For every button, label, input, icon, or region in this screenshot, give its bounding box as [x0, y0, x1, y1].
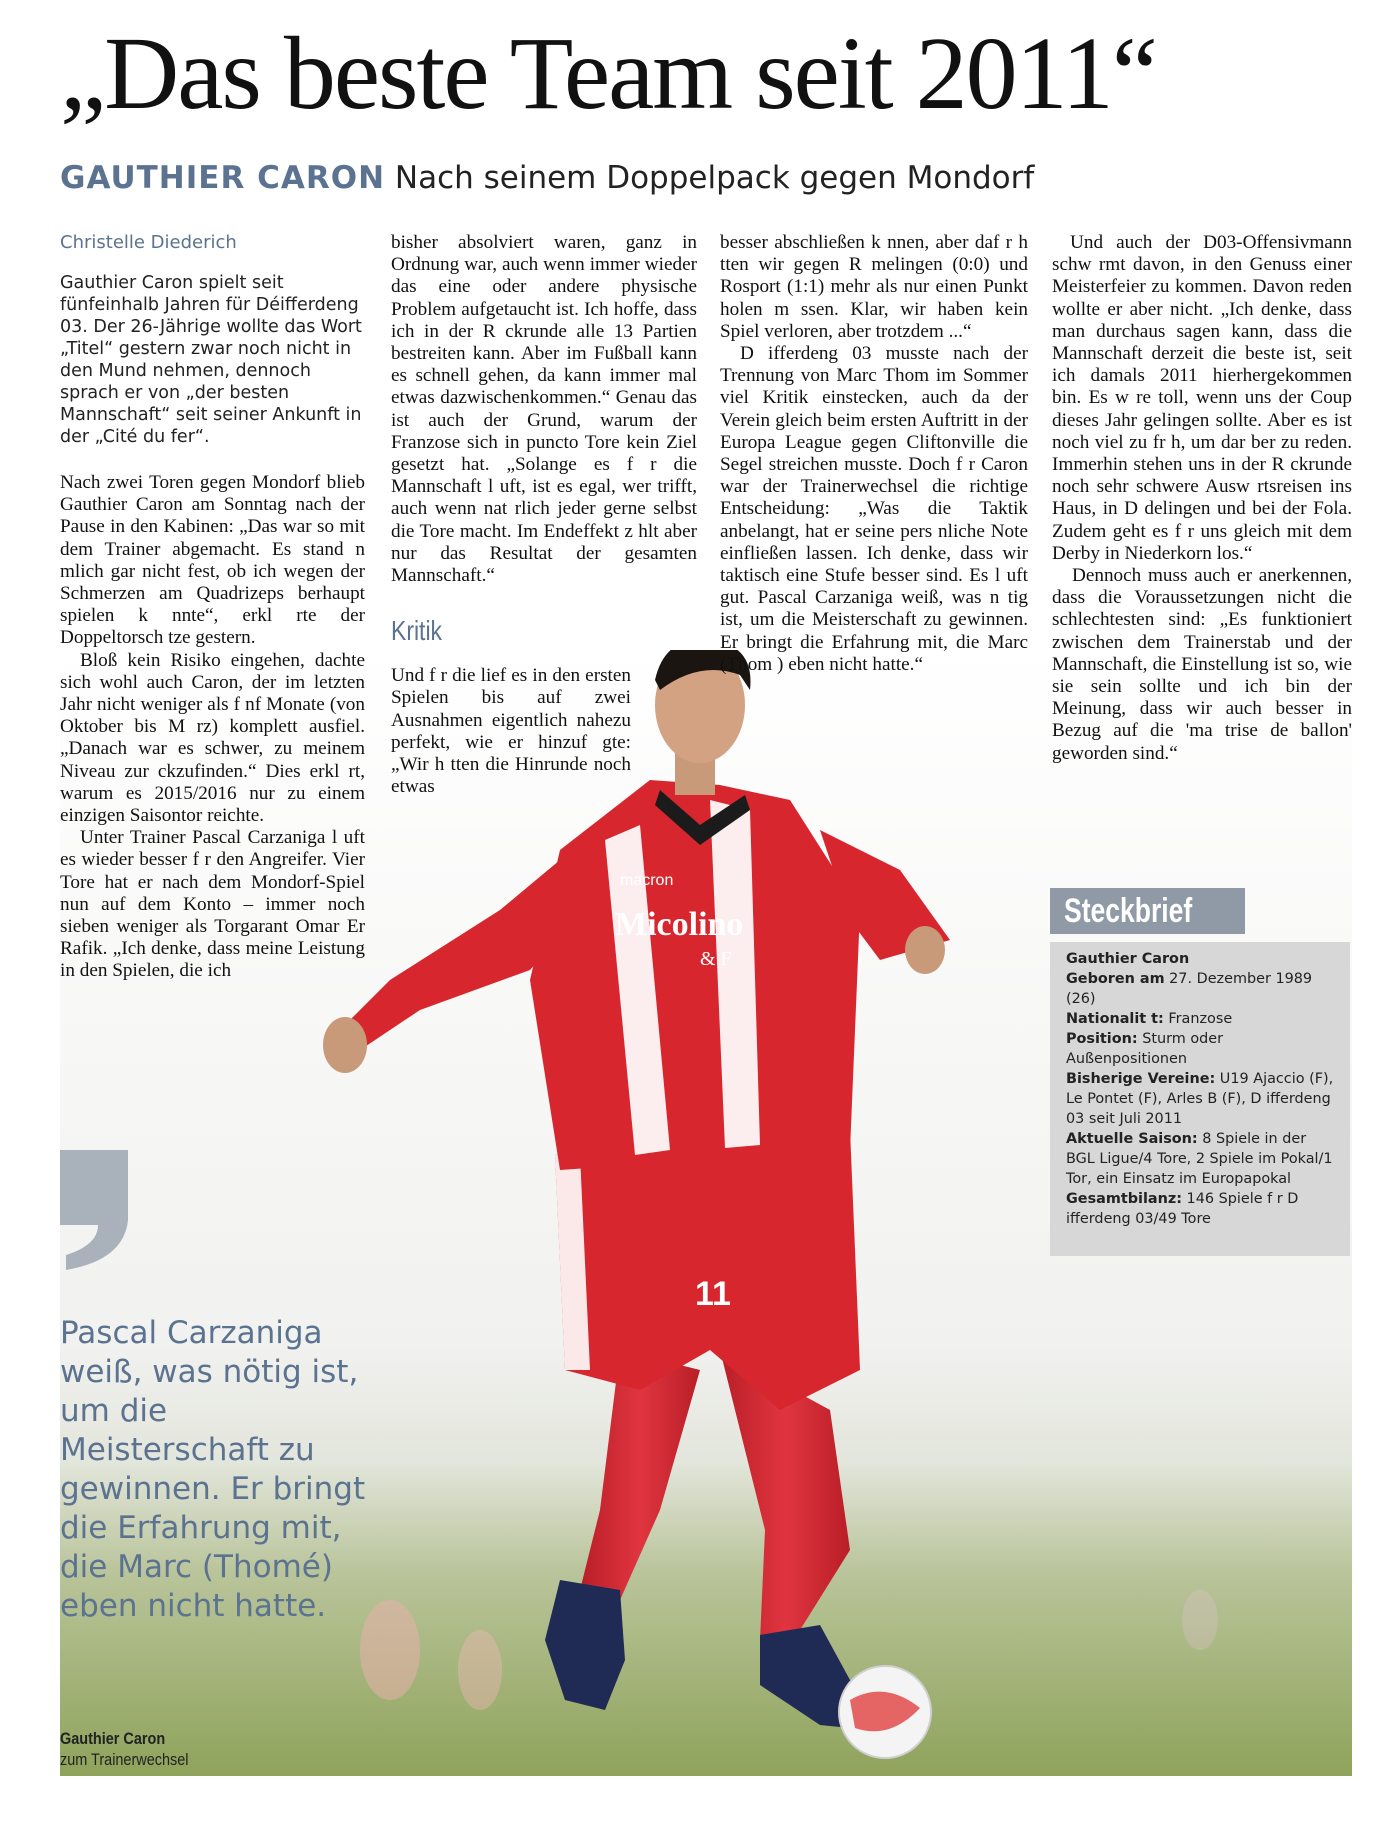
article-column-2 [391, 232, 697, 798]
steckbrief-title [1050, 888, 1245, 934]
section-subtitle: Kritik [391, 615, 443, 647]
steckbrief-row: Bisherige Vereine: U19 Ajaccio (F), Le Pontet (F), Arles B (F), D ifferdeng 03 seit Juli 2011 [1066, 1071, 1334, 1127]
subhead-text: Nach seinem Doppelpack gegen Mondorf [385, 160, 1035, 196]
article-column-3 [720, 232, 1028, 676]
body-paragraph: bisher absolviert waren, ganz in Ordnung war, auch wenn immer wieder das eine oder andere physische Problem aufgetaucht ist. Ich hoffe, dass ich in der R ckrunde alle 13 Partien bestreiten kann. Aber im Fußball kann es schnell gehen, da kann immer mal etwas dazwischenkommen.“ Genau das ist auch der Grund, warum der Franzose sich in puncto Tore kein Ziel gesetzt hat. „Solange es f r die Mannschaft l uft, ist es egal, wer trifft, auch wenn nat rlich jeder gerne selbst die Tore macht. Im Endeffekt z hlt aber nur das Resultat der gesamten Mannschaft.“ [391, 232, 697, 587]
shirt-brand: macron [620, 872, 674, 889]
steckbrief-row: Gesamtbilanz: 146 Spiele f r D ifferdeng 03/49 Tore [1066, 1191, 1299, 1227]
bg-figure [458, 1630, 502, 1710]
body-paragraph: besser abschließen k nnen, aber daf r h tten wir gegen R melingen (0:0) und Rosport (1:1) mehr als nur einen Punkt holen m ssen. Klar, wir haben kein Spiel verloren, aber trotzdem ...“ [720, 232, 1028, 342]
steckbrief-title-text: Steckbrief [1064, 892, 1193, 930]
steckbrief-box [1050, 942, 1350, 1256]
shirt-sponsor-sub: & F [700, 948, 732, 970]
player-right-hand [905, 926, 945, 974]
quote-context: zum Trainerwechsel [60, 1750, 189, 1769]
article-column-4 [1052, 232, 1352, 765]
steckbrief-row: Geboren am 27. Dezember 1989 (26) [1066, 971, 1313, 1007]
author-byline: Christelle Diederich [60, 232, 237, 253]
article-column-1 [60, 232, 365, 983]
steckbrief-row: Nationalit t: Franzose [1066, 1011, 1233, 1027]
pull-quote: Pascal Carzaniga weiß, was nötig ist, um die Meisterschaft zu gewinnen. Er bringt die Erfahrung mit, die Marc (Thomé) eben nicht hatte. [60, 1315, 366, 1624]
lead-paragraph: Gauthier Caron spielt seit fünfeinhalb Jahren für Déifferdeng 03. Der 26-Jährige wollte das Wort „Titel“ gestern zwar noch nicht in den Mund nehmen, dennoch sprach er von „der besten Mannschaft“ seit seiner Ankunft in der „Cité du fer“. [60, 273, 362, 447]
quote-author: Gauthier Caron [60, 1729, 166, 1748]
subheadline [60, 158, 1034, 198]
player-left-hand [323, 1017, 367, 1073]
pull-quote-attribution [60, 1728, 281, 1770]
shorts-number: 11 [695, 1275, 731, 1313]
body-paragraph: D ifferdeng 03 musste nach der Trennung von Marc Thom im Sommer viel Kritik einstecken, auch da der Verein gleich beim ersten Auftritt in der Europa League gegen Cliftonville die Segel streichen musste. Doch f r Caron war der Trainerwechsel die richtige Entscheidung: „Was die Taktik anbelangt, hat er seine pers nliche Note einfließen lassen. Ich denke, dass wir taktisch eine Stufe besser sind. Es l uft gut. Pascal Carzaniga weiß, was n tig ist, um die Meisterschaft zu gewinnen. Er bringt die Erfahrung mit, die Marc (Thom ) eben nicht hatte.“ [720, 343, 1028, 675]
headline: „Das beste Team seit 2011“ [60, 16, 1156, 131]
steckbrief-row: Position: Sturm oder Außenpositionen [1066, 1031, 1224, 1067]
steckbrief-row: Aktuelle Saison: 8 Spiele in der BGL Ligue/4 Tore, 2 Spiele im Pokal/1 Tor, ein Einsatz im Europapokal [1066, 1131, 1333, 1187]
body-paragraph: Und f r die lief es in den ersten Spielen bis auf zwei Ausnahmen eigentlich nahezu perfekt, wie er hinzuf gte: „Wir h tten die Hinrunde noch etwas [391, 665, 631, 798]
quote-mark-icon [58, 1150, 138, 1270]
steckbrief-name: Gauthier Caron [1066, 951, 1190, 967]
body-paragraph: Bloß kein Risiko eingehen, dachte sich wohl auch Caron, der im letzten Jahr nicht weniger als f nf Monate (von Oktober bis M rz) komplett ausfiel. „Danach war es schwer, zu meinem Niveau zur ckzufinden.“ Dies erkl rt, warum es 2015/2016 nur zu einem einzigen Saisontor reichte. [60, 649, 365, 827]
body-paragraph: Unter Trainer Pascal Carzaniga l uft es wieder besser f r den Angreifer. Vier Tore hat er nach dem Mondorf-Spiel nun auf dem Konto – immer noch sieben weniger als Torgarant Omar Er Rafik. „Ich denke, dass meine Leistung in den Spielen, die ich [60, 827, 365, 982]
body-paragraph: Dennoch muss auch er anerkennen, dass die Voraussetzungen nicht die schlechtesten sind: „Es funktioniert zwischen dem Trainerstab und der Mannschaft, die Einstellung ist so, wie sie sein sollte und ich bin der Meinung, dass wir auch besser in Bezug auf die 'ma trise de ballon' geworden sind.“ [1052, 565, 1352, 764]
body-paragraph: Und auch der D03-Offensivmann schw rmt davon, in den Genuss einer Meisterfeier zu kommen. Davon reden wollte er aber nicht. „Ich denke, dass man durchaus sagen kann, dass die Mannschaft derzeit die beste ist, seit ich damals 2011 hierhergekommen bin. Es w re toll, wenn uns der Coup dieses Jahr gelingen sollte. Aber es ist noch viel zu fr h, um dar ber zu reden. Immerhin stehen uns in der R ckrunde noch sehr schwere Ausw rtsreisen ins Haus, in D delingen und bei der Fola. Zudem geht es f r uns gleich mit dem Derby in Niederkorn los.“ [1052, 232, 1352, 564]
subhead-kicker: GAUTHIER CARON [60, 160, 386, 196]
body-paragraph: Nach zwei Toren gegen Mondorf blieb Gauthier Caron am Sonntag nach der Pause in den Kabinen: „Das war so mit dem Trainer abgemacht. Es stand n mlich gar nicht fest, ob ich wegen der Schmerzen am Quadrizeps berhaupt spielen k nnte“, erkl rte der Doppeltorsch tze gestern. [60, 472, 365, 649]
bg-figure [1182, 1590, 1218, 1650]
shirt-sponsor: Micolino [615, 906, 744, 943]
